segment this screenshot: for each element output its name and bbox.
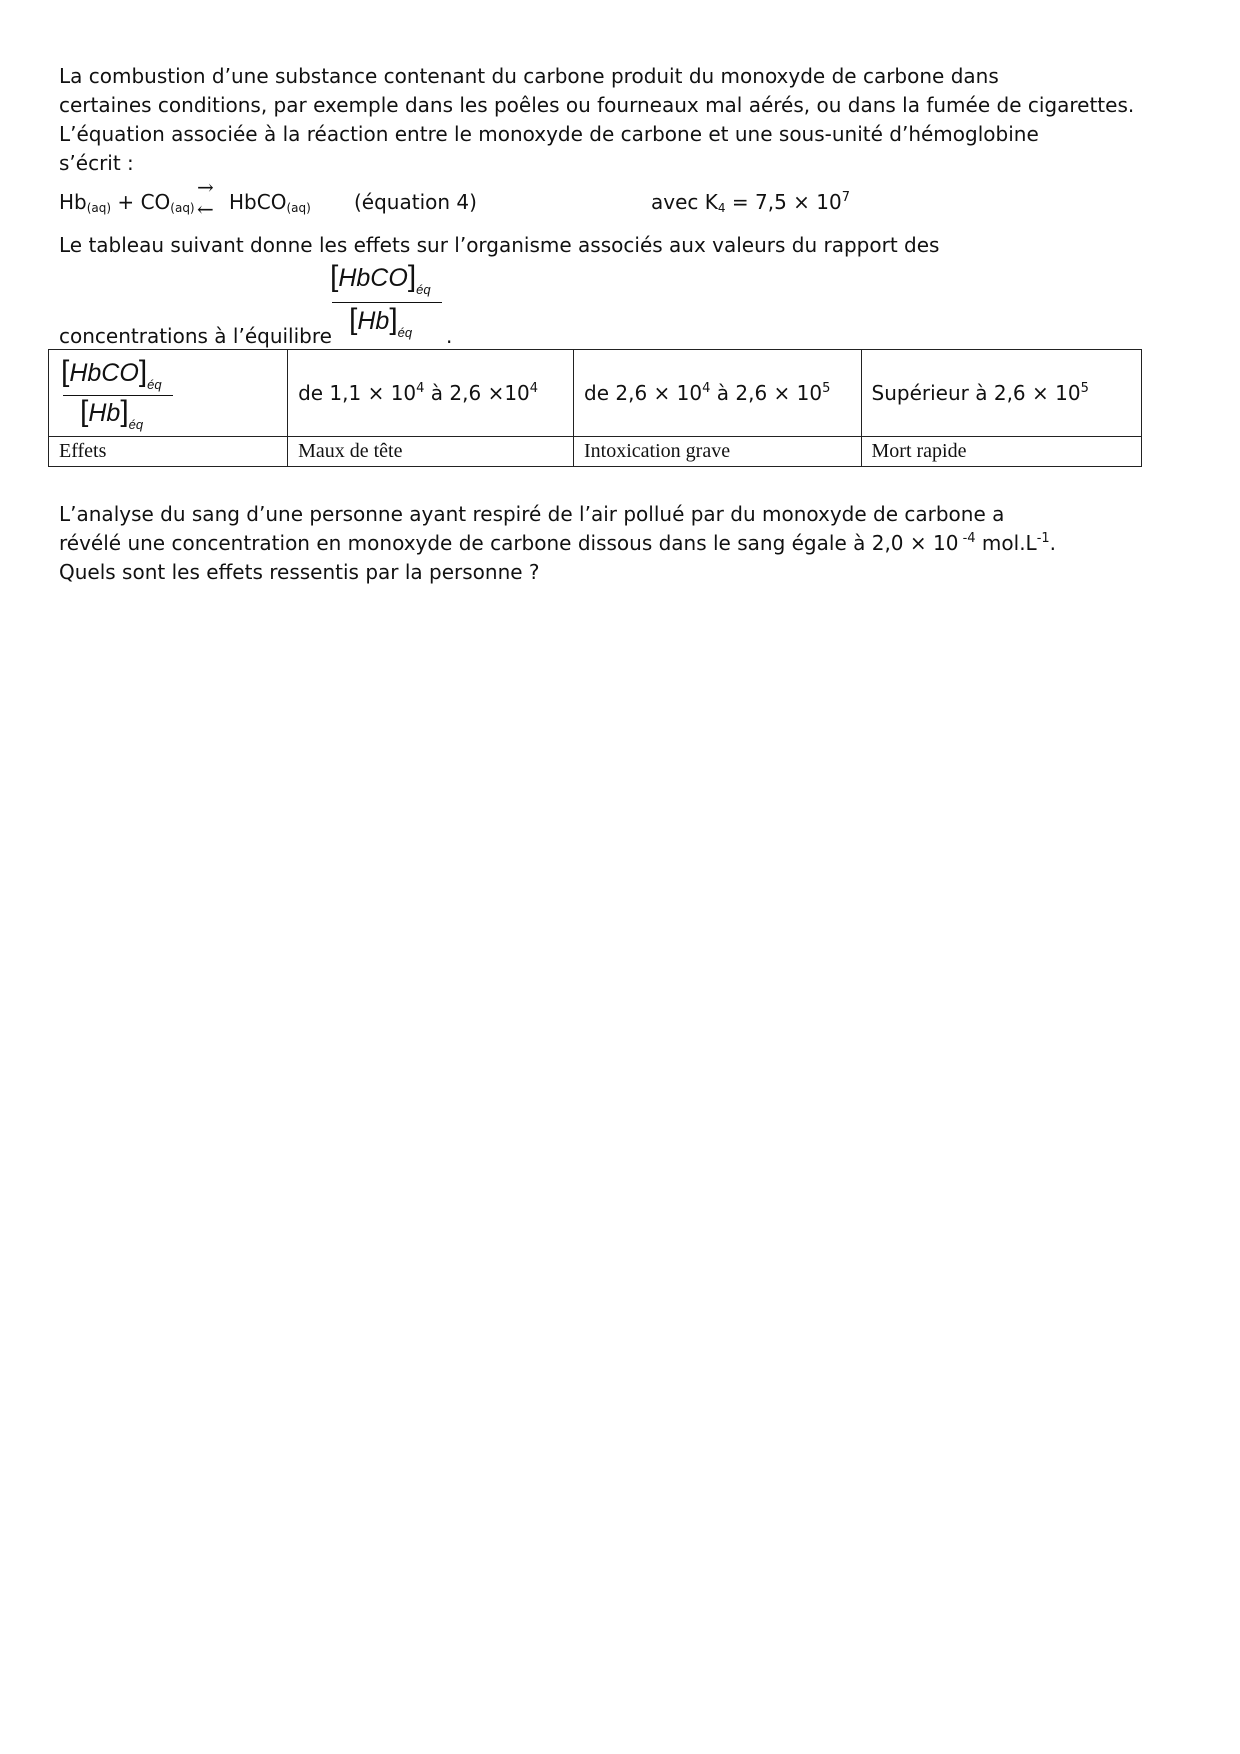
table-row-effects [49, 437, 1142, 467]
equation-reactants [59, 188, 195, 216]
constant-value: = 7,5 × 10 [725, 190, 842, 214]
equilibrium-constant [651, 188, 850, 216]
eq-co: CO [140, 190, 171, 214]
table-cell-range-3: Supérieur à $2,6 \times 10^5$ [861, 350, 1141, 437]
analysis-line-1: L’analyse du sang d’une personne ayant respiré de l’air pollué par du monoxyde de carbone a [59, 502, 1005, 526]
table-header-effects: Effets [49, 437, 288, 467]
table-fraction-numerator: $[HbCO]_{éq}$ [61, 355, 162, 392]
table-intro-line-2: concentrations à l’équilibre [59, 324, 332, 348]
effects-table [48, 349, 1142, 467]
table-cell-range-1: de $1,1 \times 10^4$ à $2,6 \times 10^4$ [288, 350, 574, 437]
analysis-question: Quels sont les effets ressentis par la personne ? [59, 560, 540, 584]
intro-line-1: La combustion d’une substance contenant du carbone produit du monoxyde de carbone dans [59, 64, 999, 88]
eq-plus: + [111, 190, 141, 214]
table-cell-effect-2: Intoxication grave [574, 437, 862, 467]
ratio-fraction [330, 260, 445, 350]
eq-hbco: HbCO [229, 190, 287, 214]
eq-hbco-sub: (aq) [286, 201, 311, 215]
table-row-ratios [49, 350, 1142, 437]
fraction-numerator: $[HbCO]_{éq}$ [330, 260, 431, 297]
table-cell-range-2: de $2,6 \times 10^4$ à $2,6 \times 10^5$ [574, 350, 862, 437]
table-ratio-fraction [61, 355, 176, 435]
table-intro-line-1: Le tableau suivant donne les effets sur l’organisme associés aux valeurs du rapport des [59, 233, 940, 257]
table-intro-period: . [446, 324, 453, 348]
fraction-denominator: $[Hb]_{éq}$ [349, 303, 413, 340]
constant-text: avec K [651, 190, 718, 214]
eq-hb-sub: (aq) [86, 201, 112, 215]
eq-co-sub: (aq) [170, 201, 195, 215]
analysis-line-2: révélé une concentration en monoxyde de carbone dissous dans le sang égale à 2,0 × 10 $^{-4}$ $mol.L^{-1}$. [59, 531, 1057, 555]
arrow-forward-icon: → [197, 175, 214, 199]
equation-label: (équation 4) [354, 190, 477, 214]
table-fraction-denominator: $[Hb]_{éq}$ [80, 395, 144, 432]
table-cell-effect-3: Mort rapide [861, 437, 1141, 467]
table-header-ratio [49, 350, 288, 437]
table-cell-effect-1: Maux de tête [288, 437, 574, 467]
intro-line-4: s’écrit : [59, 151, 134, 175]
intro-line-2: certaines conditions, par exemple dans les poêles ou fourneaux mal aérés, ou dans la fumée de cigarettes. [59, 93, 1135, 117]
intro-line-3: L’équation associée à la réaction entre le monoxyde de carbone et une sous-unité d’hémoglobine [59, 122, 1039, 146]
constant-sub: 4 [717, 201, 726, 215]
equation-product [229, 188, 311, 216]
eq-hb: Hb [59, 190, 87, 214]
arrow-backward-icon: ← [197, 197, 214, 221]
equilibrium-arrows-icon [197, 177, 219, 221]
constant-exp: 7 [841, 190, 850, 205]
